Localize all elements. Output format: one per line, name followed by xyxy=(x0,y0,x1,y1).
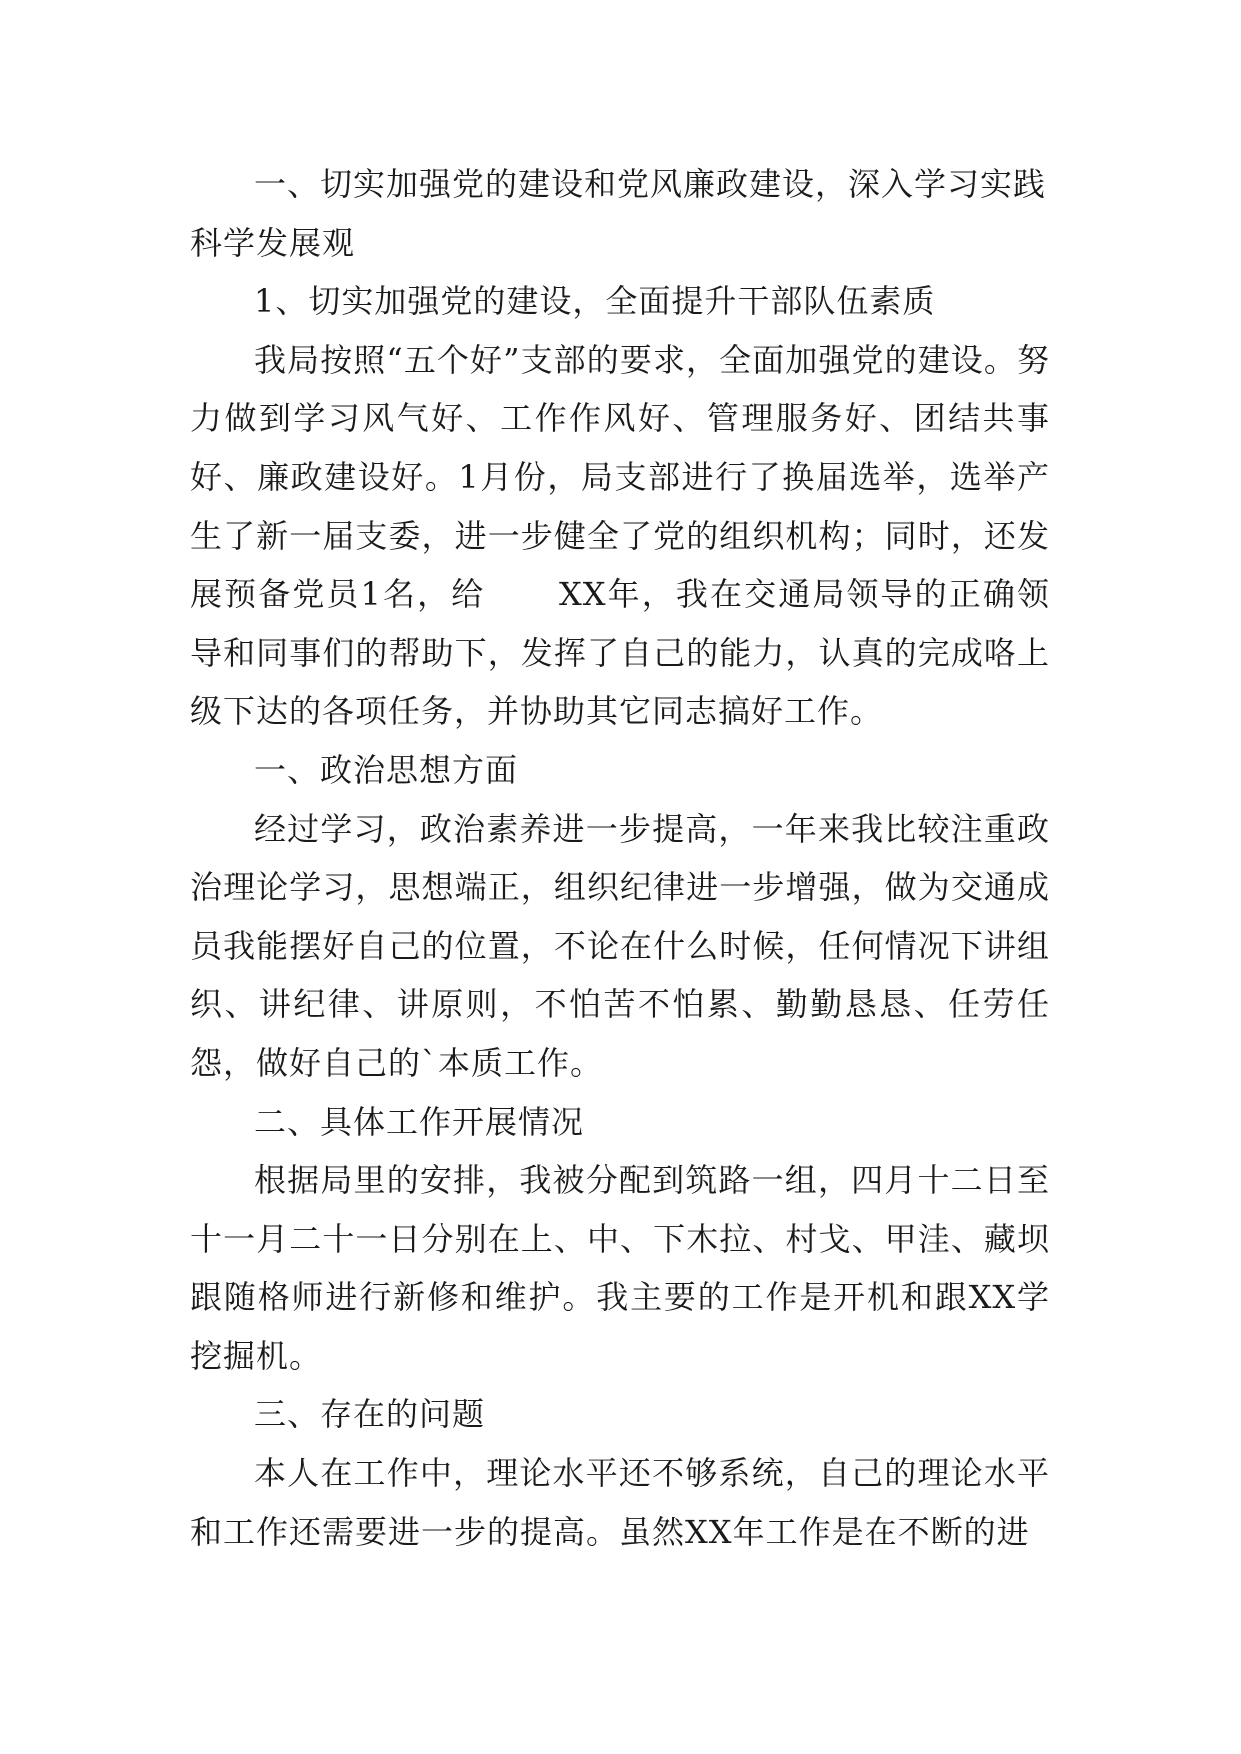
section-heading-political-thought: 一、政治思想方面 xyxy=(254,750,519,789)
subsection-heading-cadre-quality: 1、切实加强党的建设，全面提升干部队伍素质 xyxy=(254,282,936,321)
section-heading-work-progress: 二、具体工作开展情况 xyxy=(254,1102,585,1141)
paragraph-problems: 本人在工作中，理论水平还不够系统，自己的理论水平和工作还需要进一步的提高。虽然XX年工作是在不断的进 xyxy=(190,1454,1050,1551)
paragraph-political-thought: 经过学习，政治素养进一步提高，一年来我比较注重政治理论学习，思想端正，组织纪律进一步增强，做为交通成员我能摆好自己的位置，不论在什么时候，任何情况下讲组织、讲纪律、讲原则，不怕苦不怕累、勤勤恳恳、任劳任怨，做好自己的`本质工作。 xyxy=(190,809,1050,1082)
section-heading-party-building: 一、切实加强党的建设和党风廉政建设，深入学习实践科学发展观 xyxy=(190,165,1047,262)
paragraph-work-progress: 根据局里的安排，我被分配到筑路一组，四月十二日至十一月二十一日分别在上、中、下木拉、村戈、甲洼、藏坝跟随格师进行新修和维护。我主要的工作是开机和跟XX学挖掘机。 xyxy=(190,1161,1050,1375)
section-heading-problems: 三、存在的问题 xyxy=(254,1395,486,1434)
paragraph-party-building: 我局按照“五个好”支部的要求，全面加强党的建设。努力做到学习风气好、工作作风好、管理服务好、团结共事好、廉政建设好。1月份，局支部进行了换届选举，选举产生了新一届支委，进一步健全了党的组织机构；同时，还发展预备党员1名，给 XX年，我在交通局领导的正确领导和同事们的帮助下，发挥了自己的能力，认真的完成咯上级下达的各项任务，并协助其它同志搞好工作。 xyxy=(190,340,1050,731)
document-body xyxy=(190,155,1050,1561)
